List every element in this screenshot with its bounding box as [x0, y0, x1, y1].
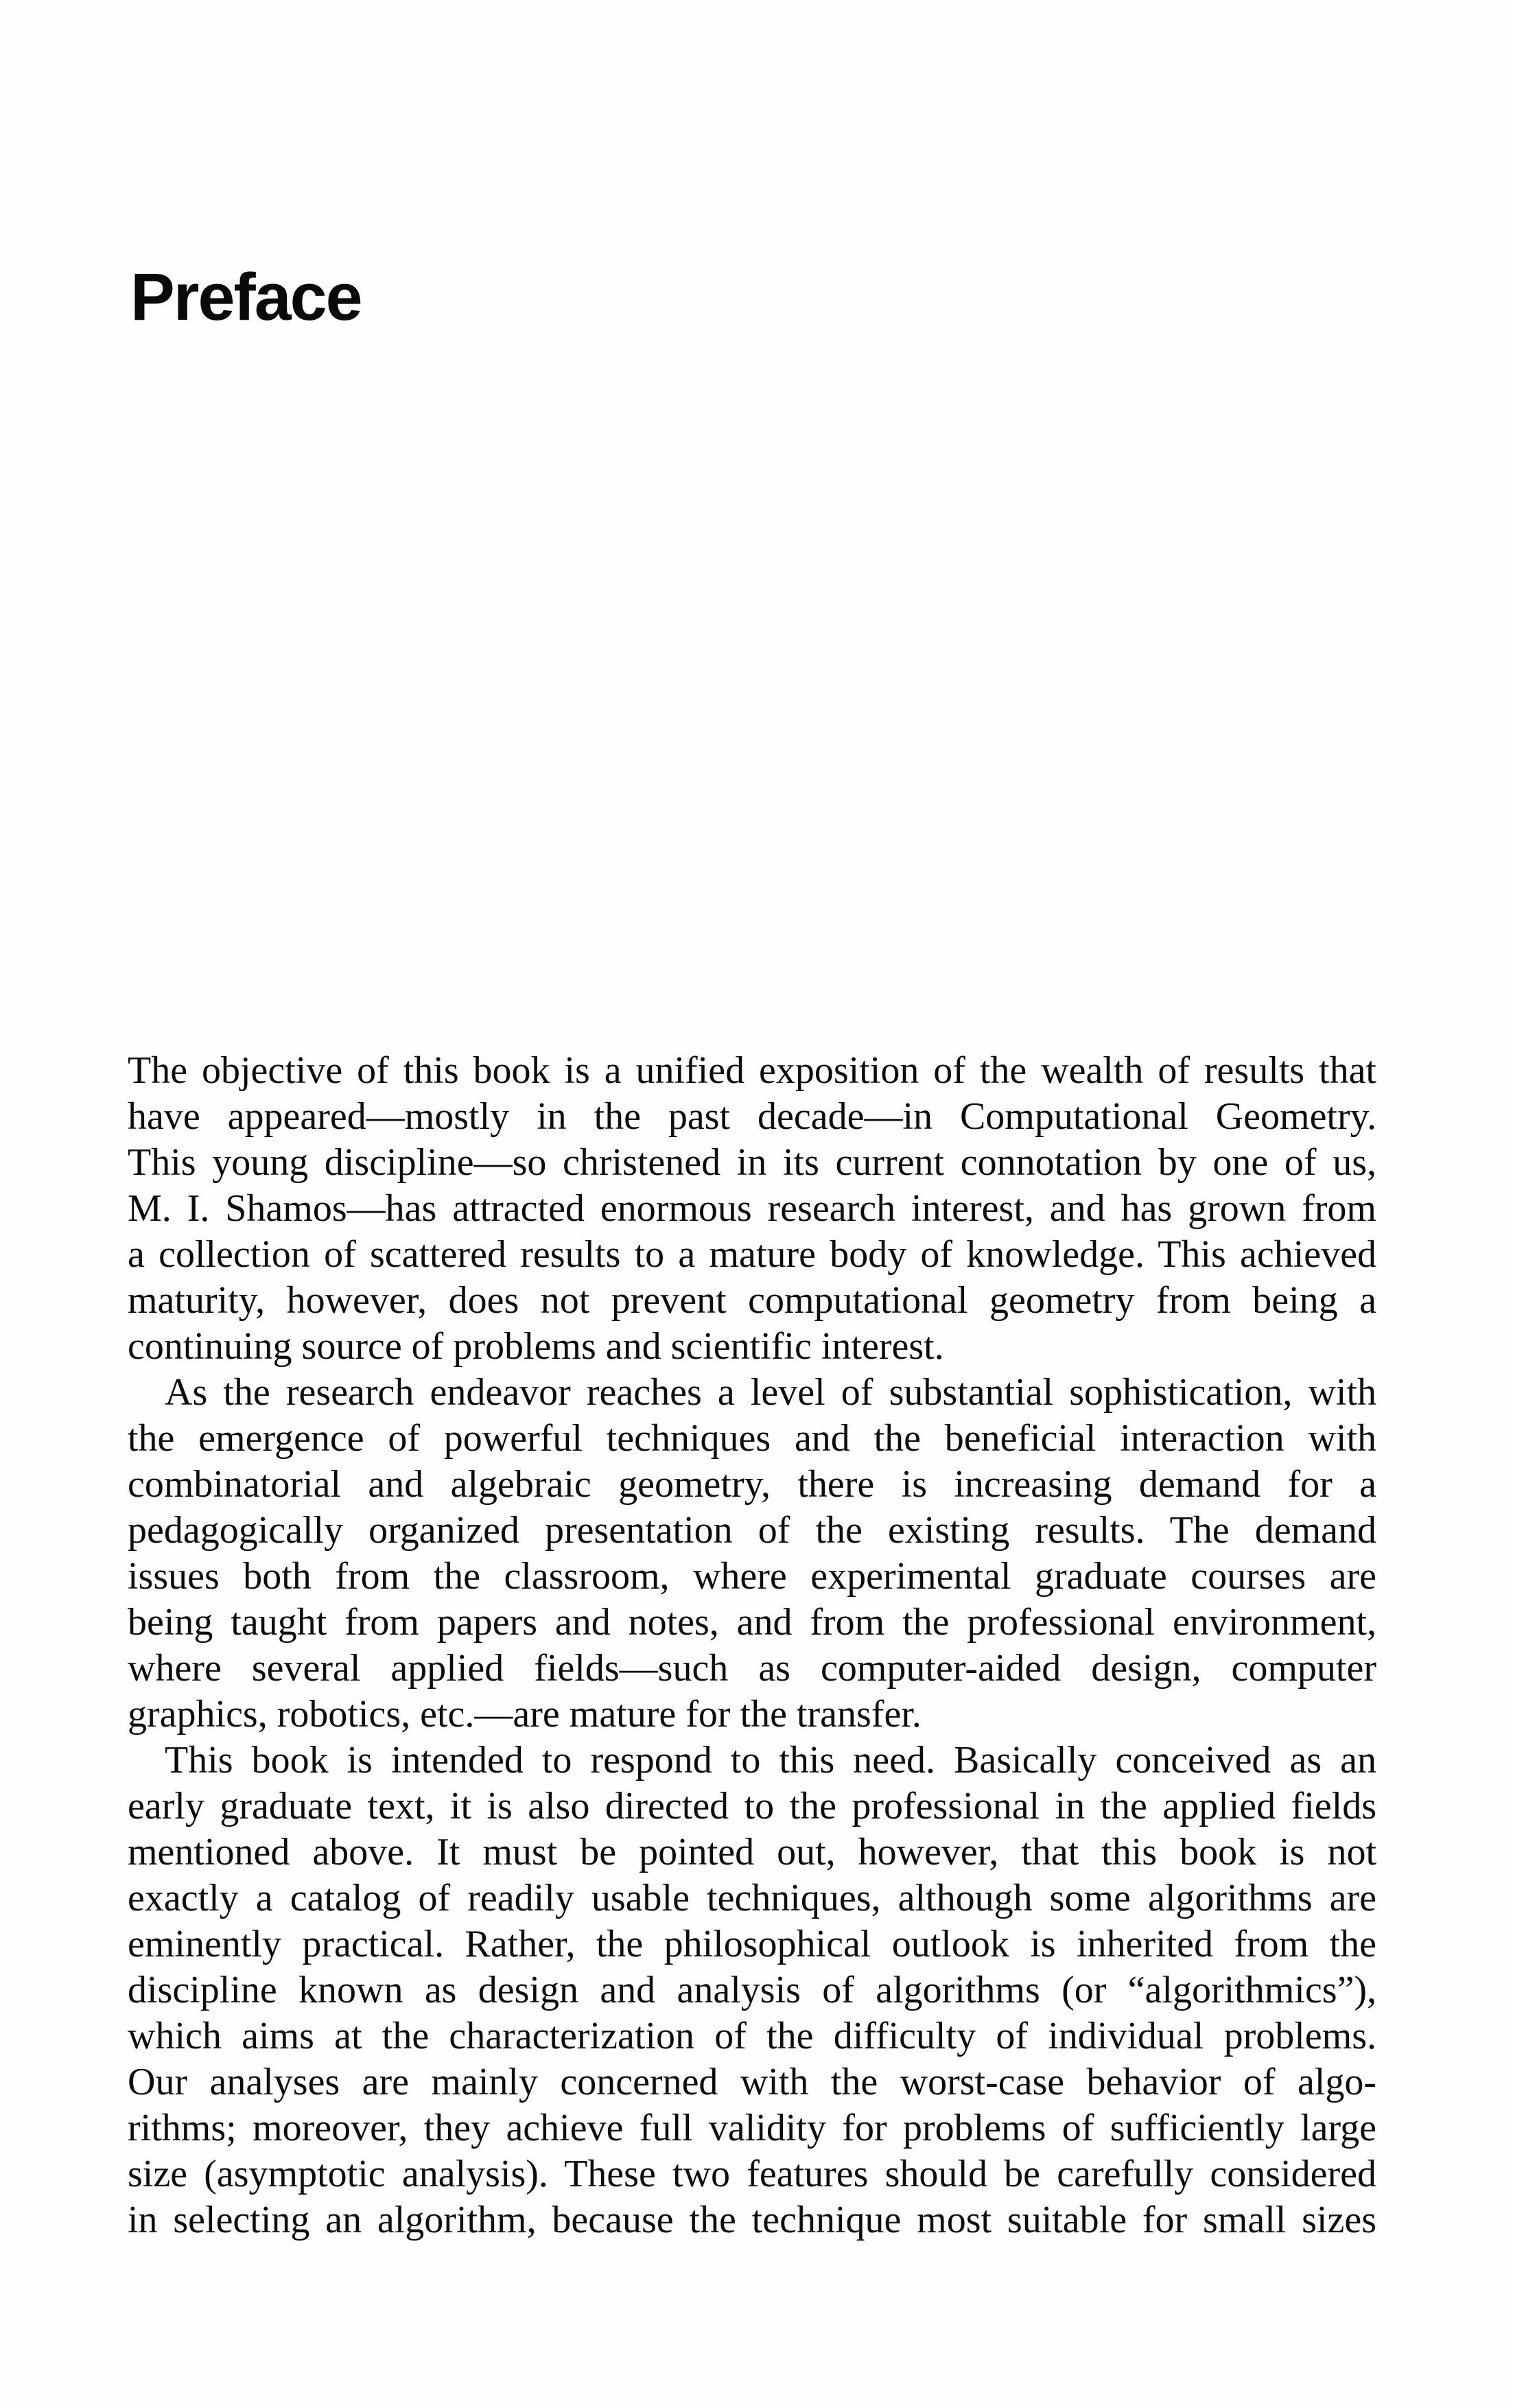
text-line: have appeared—mostly in the past decade—in Computational Geometry.: [128, 1095, 1376, 1138]
text-line: exactly a catalog of readily usable techniques, although some algorithms are: [128, 1877, 1376, 1919]
text-line: graphics, robotics, etc.—are mature for the transfer.: [128, 1693, 922, 1735]
text-line: rithms; moreover, they achieve full validity for problems of sufficiently large: [128, 2107, 1376, 2149]
text-line: combinatorial and algebraic geometry, there is increasing demand for a: [128, 1463, 1376, 1506]
text-line: being taught from papers and notes, and from the professional environment,: [128, 1601, 1376, 1644]
text-line: maturity, however, does not prevent computational geometry from being a: [128, 1279, 1376, 1322]
preface-body: [128, 1048, 1376, 2243]
page-title: Preface: [130, 259, 362, 334]
text-line: in selecting an algorithm, because the technique most suitable for small sizes: [128, 2199, 1376, 2241]
text-line: As the research endeavor reaches a level of substantial sophistication, with: [165, 1371, 1376, 1414]
text-line: This book is intended to respond to this need. Basically conceived as an: [165, 1739, 1376, 1781]
text-line: mentioned above. It must be pointed out, however, that this book is not: [128, 1831, 1376, 1873]
text-line: discipline known as design and analysis of algorithms (or “algorithmics”),: [128, 1969, 1376, 2011]
text-line: eminently practical. Rather, the philosophical outlook is inherited from the: [128, 1923, 1376, 1965]
text-line: Our analyses are mainly concerned with the worst-case behavior of algo-: [128, 2061, 1376, 2103]
text-line: which aims at the characterization of the difficulty of individual problems.: [128, 2015, 1376, 2057]
text-line: the emergence of powerful techniques and the beneficial interaction with: [128, 1417, 1376, 1460]
text-line: size (asymptotic analysis). These two features should be carefully considered: [128, 2153, 1376, 2195]
text-line: The objective of this book is a unified exposition of the wealth of results that: [128, 1049, 1376, 1092]
text-line: M. I. Shamos—has attracted enormous research interest, and has grown from: [128, 1187, 1376, 1230]
text-line: early graduate text, it is also directed to the professional in the applied fields: [128, 1785, 1376, 1827]
text-line: pedagogically organized presentation of the existing results. The demand: [128, 1509, 1376, 1552]
text-line: This young discipline—so christened in its current connotation by one of us,: [128, 1141, 1376, 1184]
text-line: issues both from the classroom, where experimental graduate courses are: [128, 1555, 1376, 1598]
text-line: a collection of scattered results to a mature body of knowledge. This achieved: [128, 1233, 1376, 1276]
text-line: continuing source of problems and scientific interest.: [128, 1325, 944, 1368]
text-line: where several applied fields—such as computer-aided design, computer: [128, 1647, 1376, 1690]
